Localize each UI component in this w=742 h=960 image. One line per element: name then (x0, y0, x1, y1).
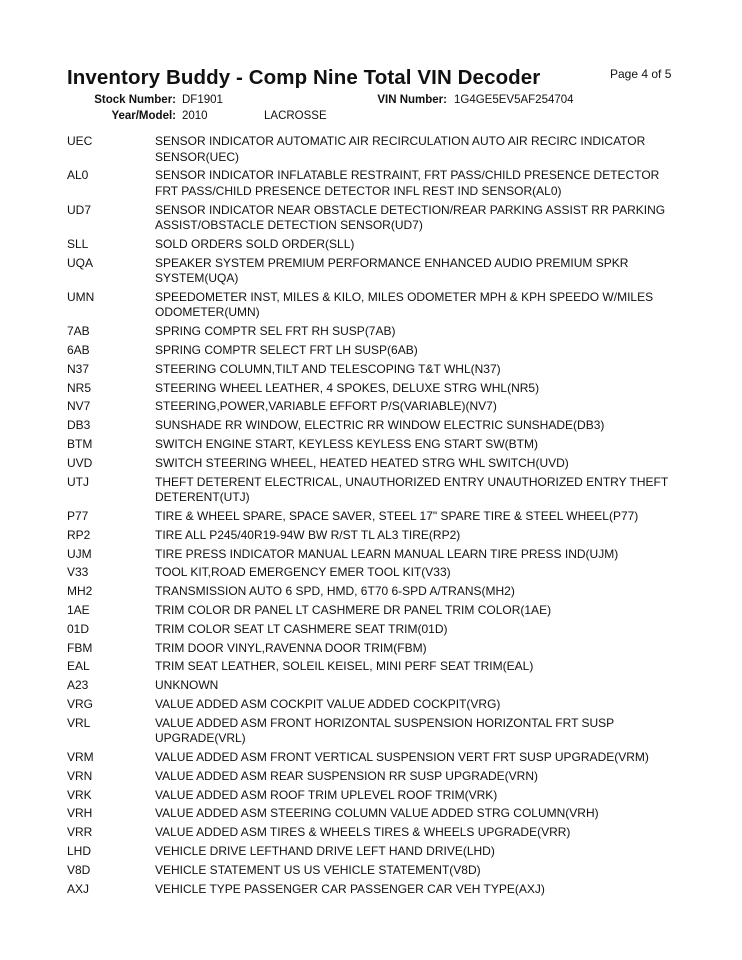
option-description: SWITCH STEERING WHEEL, HEATED HEATED STRG WHL SWITCH(UVD) (155, 455, 569, 470)
year-value: 2010 (182, 110, 208, 122)
option-row (67, 509, 682, 525)
option-row (67, 806, 682, 822)
model-value: LACROSSE (264, 110, 327, 122)
option-row (67, 203, 682, 234)
option-code: 01D (67, 621, 90, 636)
option-description: TIRE ALL P245/40R19-94W BW R/ST TL AL3 TIRE(RP2) (155, 527, 461, 542)
vin-number-value: 1G4GE5EV5AF254704 (454, 94, 574, 106)
option-description: STEERING,POWER,VARIABLE EFFORT P/S(VARIABLE)(NV7) (155, 399, 497, 414)
option-row (67, 547, 682, 563)
option-code: NR5 (67, 380, 92, 395)
option-row (67, 418, 682, 434)
option-description: VALUE ADDED ASM FRONT VERTICAL SUSPENSION VERT FRT SUSP UPGRADE(VRM) (155, 750, 649, 765)
option-description: VEHICLE DRIVE LEFTHAND DRIVE LEFT HAND DRIVE(LHD) (155, 844, 495, 858)
option-row (67, 697, 682, 713)
option-description: SUNSHADE RR WINDOW, ELECTRIC RR WINDOW ELECTRIC SUNSHADE(DB3) (155, 418, 605, 433)
option-row (67, 659, 682, 675)
option-description: SENSOR INDICATOR INFLATABLE RESTRAINT, FRT PASS/CHILD PRESENCE DETECTOR FRT PASS/CHILD PRESENCE DETECTOR INFL REST IND SENSOR(AL0) (155, 168, 660, 198)
option-row (67, 290, 682, 321)
option-row (67, 399, 682, 415)
option-description: SPRING COMPTR SELECT FRT LH SUSP(6AB) (155, 343, 418, 358)
option-description: SWITCH ENGINE START, KEYLESS KEYLESS ENG START SW(BTM) (155, 437, 538, 452)
option-description: TRIM DOOR VINYL,RAVENNA DOOR TRIM(FBM) (155, 640, 427, 655)
options-list (67, 134, 682, 900)
option-code: VRK (67, 787, 92, 802)
option-description: TRIM SEAT LEATHER, SOLEIL KEISEL, MINI PERF SEAT TRIM(EAL) (155, 659, 534, 674)
option-code: VRH (67, 806, 93, 821)
option-description: TRIM COLOR DR PANEL LT CASHMERE DR PANEL TRIM COLOR(1AE) (155, 602, 552, 617)
option-code: LHD (67, 844, 92, 858)
option-description: VEHICLE TYPE PASSENGER CAR PASSENGER CAR VEH TYPE(AXJ) (155, 881, 545, 896)
option-description: STEERING COLUMN,TILT AND TELESCOPING T&T WHL(N37) (155, 361, 501, 376)
option-row (67, 456, 682, 472)
option-code: FBM (67, 640, 93, 655)
option-description: TOOL KIT,ROAD EMERGENCY EMER TOOL KIT(V33) (155, 565, 451, 580)
option-description: SENSOR INDICATOR AUTOMATIC AIR RECIRCULATION AUTO AIR RECIRC INDICATOR SENSOR(UEC) (155, 134, 646, 164)
option-code: UMN (67, 289, 95, 304)
option-description: SPEAKER SYSTEM PREMIUM PERFORMANCE ENHANCED AUDIO PREMIUM SPKR SYSTEM(UQA) (155, 255, 629, 286)
option-description: VALUE ADDED ASM REAR SUSPENSION RR SUSP UPGRADE(VRN) (155, 768, 538, 783)
option-code: N37 (67, 361, 90, 376)
report-title: Inventory Buddy - Comp Nine Total VIN Decoder (67, 66, 541, 89)
option-row (67, 256, 682, 287)
option-code: AL0 (67, 168, 89, 183)
option-row (67, 584, 682, 600)
option-code: A23 (67, 678, 89, 693)
option-row (67, 528, 682, 544)
option-row (67, 324, 682, 340)
option-description: VALUE ADDED ASM COCKPIT VALUE ADDED COCKPIT(VRG) (155, 696, 501, 711)
option-row (67, 362, 682, 378)
option-code: P77 (67, 508, 89, 523)
option-description: TRANSMISSION AUTO 6 SPD, HMD, 6T70 6-SPD A/TRANS(MH2) (155, 584, 515, 599)
option-description: STEERING WHEEL LEATHER, 4 SPOKES, DELUXE STRG WHL(NR5) (155, 380, 540, 395)
option-row (67, 769, 682, 785)
option-code: UQA (67, 255, 94, 270)
option-description: VEHICLE STATEMENT US US VEHICLE STATEMENT(V8D) (155, 862, 481, 877)
option-description: VALUE ADDED ASM TIRES & WHEELS TIRES & WHEELS UPGRADE(VRR) (155, 825, 571, 840)
option-row (67, 622, 682, 638)
option-code: RP2 (67, 527, 91, 542)
option-code: NV7 (67, 399, 91, 414)
option-code: AXJ (67, 881, 90, 896)
option-row (67, 863, 682, 879)
option-description: THEFT DETERENT ELECTRICAL, UNAUTHORIZED ENTRY UNAUTHORIZED ENTRY THEFT DETERENT(UTJ) (155, 474, 668, 505)
option-code: UVD (67, 455, 93, 470)
option-row (67, 565, 682, 581)
option-row (67, 134, 682, 165)
option-description: VALUE ADDED ASM ROOF TRIM UPLEVEL ROOF TRIM(VRK) (155, 787, 498, 802)
option-code: V33 (67, 565, 89, 580)
option-code: VRM (67, 750, 94, 765)
option-row (67, 603, 682, 619)
option-description: VALUE ADDED ASM STEERING COLUMN VALUE ADDED STRG COLUMN(VRH) (155, 806, 599, 821)
option-row (67, 882, 682, 898)
option-row (67, 825, 682, 841)
option-row (67, 678, 682, 694)
option-description: VALUE ADDED ASM FRONT HORIZONTAL SUSPENSION HORIZONTAL FRT SUSP UPGRADE(VRL) (155, 715, 614, 746)
option-description: TIRE PRESS INDICATOR MANUAL LEARN MANUAL LEARN TIRE PRESS IND(UJM) (155, 546, 619, 561)
option-row (67, 237, 682, 253)
option-row (67, 716, 682, 747)
option-row (67, 750, 682, 766)
year-model-label: Year/Model: (111, 110, 176, 122)
option-code: BTM (67, 437, 93, 452)
page-number: Page 4 of 5 (610, 67, 672, 81)
option-code: MH2 (67, 584, 93, 599)
option-row (67, 475, 682, 506)
option-code: VRN (67, 768, 93, 783)
option-row (67, 343, 682, 359)
option-code: VRG (67, 696, 94, 711)
option-code: UEC (67, 134, 93, 148)
option-description: UNKNOWN (155, 678, 219, 693)
option-description: TRIM COLOR SEAT LT CASHMERE SEAT TRIM(01D) (155, 621, 448, 636)
option-row (67, 168, 682, 199)
option-code: SLL (67, 236, 89, 251)
option-code: UD7 (67, 202, 92, 217)
stock-number-value: DF1901 (182, 94, 223, 106)
option-row (67, 437, 682, 453)
option-description: SPEEDOMETER INST, MILES & KILO, MILES ODOMETER MPH & KPH SPEEDO W/MILES ODOMETER(UMN) (155, 289, 654, 320)
option-code: VRL (67, 715, 91, 730)
option-row (67, 641, 682, 657)
option-description: TIRE & WHEEL SPARE, SPACE SAVER, STEEL 17" SPARE TIRE & STEEL WHEEL(P77) (155, 508, 639, 523)
option-description: SOLD ORDERS SOLD ORDER(SLL) (155, 236, 355, 251)
option-code: VRR (67, 825, 93, 840)
option-code: 6AB (67, 343, 90, 358)
option-code: V8D (67, 862, 91, 877)
option-description: SENSOR INDICATOR NEAR OBSTACLE DETECTION/REAR PARKING ASSIST RR PARKING ASSIST/OBSTACLE DETECTION SENSOR(UD7) (155, 202, 666, 233)
option-row (67, 788, 682, 804)
option-code: 1AE (67, 602, 90, 617)
option-code: 7AB (67, 324, 90, 339)
option-row (67, 381, 682, 397)
option-code: EAL (67, 659, 90, 674)
option-code: UTJ (67, 474, 89, 489)
option-row (67, 844, 682, 860)
stock-number-label: Stock Number: (94, 94, 176, 106)
option-code: UJM (67, 546, 92, 561)
option-description: SPRING COMPTR SEL FRT RH SUSP(7AB) (155, 324, 396, 339)
option-code: DB3 (67, 418, 91, 433)
vin-number-label: VIN Number: (377, 94, 447, 106)
